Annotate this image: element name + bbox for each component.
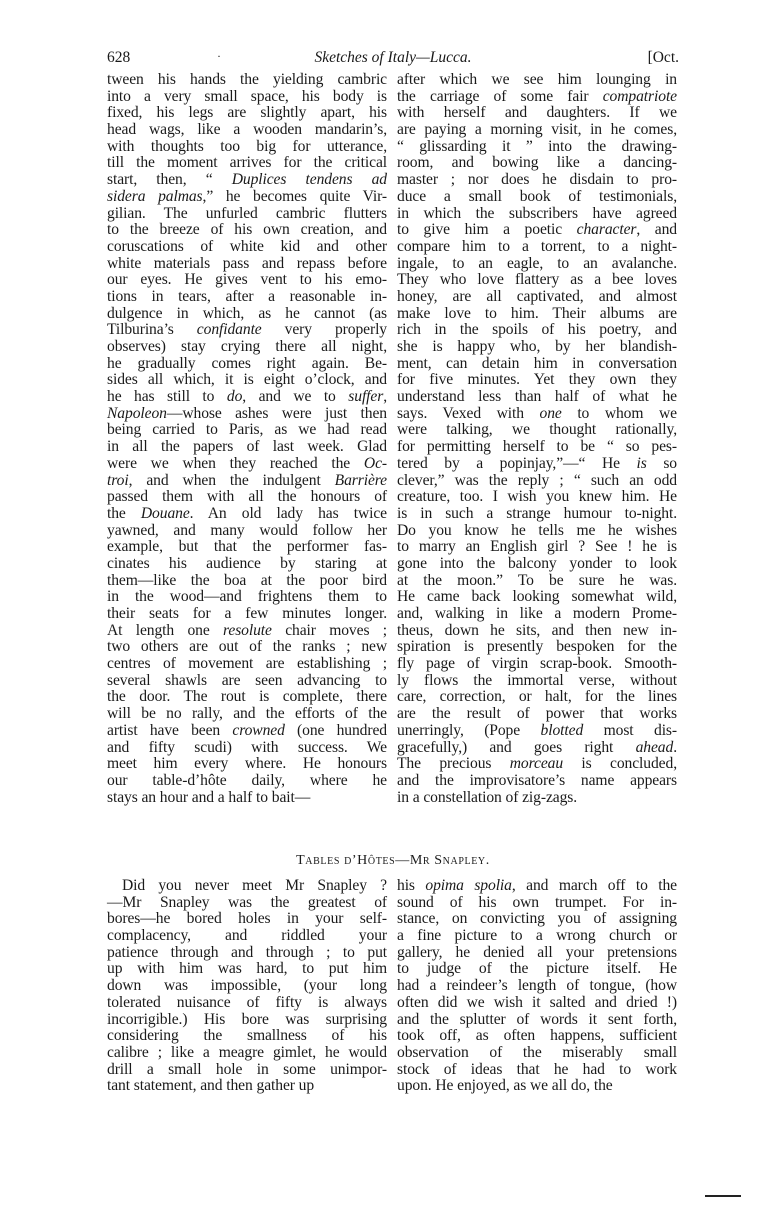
- text-line: care, correction, or halt, for the lines: [397, 688, 677, 706]
- text-line: their seats for a few minutes longer.: [107, 605, 387, 622]
- text-line: clever,” was the reply ; “ such an odd: [397, 471, 677, 489]
- text-line: several shawls are seen advancing to: [107, 671, 387, 689]
- text-line: to judge of the picture itself. He: [397, 960, 677, 978]
- text-line: fixed, his legs are slightly apart, his: [107, 104, 387, 122]
- text-line: down was impossible, (your long: [107, 977, 387, 995]
- text-line: is in such a strange humour to-night.: [397, 504, 677, 522]
- text-line: up with him was hard, to put him: [107, 960, 387, 978]
- text-line: The precious morceau is concluded,: [397, 755, 677, 773]
- text-line: a fine picture to a wrong church or: [397, 927, 677, 945]
- text-line: with thoughts too big for utterance,: [107, 137, 387, 155]
- text-line: are paying a morning visit, in he comes,: [397, 121, 677, 139]
- text-line: unerringly, (Pope blotted most dis-: [397, 721, 677, 739]
- text-line: sides all which, it is eight o’clock, and: [107, 371, 387, 389]
- text-line: —Mr Snapley was the greatest of: [107, 893, 387, 911]
- text-line: Did you never meet Mr Snapley ?: [122, 877, 387, 894]
- section2-left-column: [107, 878, 387, 1095]
- text-line: upon. He enjoyed, as we all do, the: [397, 1077, 613, 1095]
- text-line: for five minutes. Yet they own they: [397, 371, 677, 389]
- section1-left-column: [107, 72, 387, 806]
- section-heading: Tables d’Hôtes—Mr Snapley.: [296, 853, 490, 868]
- footer-rule: [705, 1195, 741, 1197]
- text-line: tions in tears, after a reasonable in-: [107, 287, 387, 305]
- text-line: says. Vexed with one to whom we: [397, 404, 677, 422]
- text-line: observes) stay crying there all night,: [107, 338, 387, 355]
- text-line: in which the subscribers have agreed: [397, 204, 677, 222]
- text-line: room, and bowing like a dancing-: [397, 154, 677, 172]
- text-line: and, walking in like a modern Prome-: [397, 605, 677, 622]
- text-line: head wags, like a wooden mandarin’s,: [107, 121, 387, 139]
- text-line: honey, are all captivated, and almost: [397, 287, 677, 305]
- text-line: Napoleon—whose ashes were just then: [107, 404, 387, 422]
- text-line: he has still to do, and we to suffer,: [107, 388, 388, 406]
- running-header: [107, 48, 679, 68]
- text-line: calibre ; like a meagre gimlet, he would: [107, 1043, 387, 1061]
- text-line: fly page of virgin scrap-book. Smooth-: [397, 655, 677, 673]
- text-line: to marry an English girl ? See ! he is: [397, 538, 677, 556]
- text-line: make love to him. Their albums are: [397, 304, 677, 322]
- running-title: Sketches of Italy—Lucca.: [314, 49, 472, 66]
- text-line: gone into the balcony yonder to look: [397, 554, 677, 572]
- text-line: start, then, “ Duplices tendens ad: [107, 171, 388, 189]
- text-line: gallery, he denied all your pretensions: [397, 943, 677, 961]
- text-line: example, but that the performer fas-: [107, 538, 387, 556]
- text-line: in the wood—and frightens them to: [107, 588, 387, 606]
- text-line: ment, can detain him in conversation: [397, 354, 677, 372]
- text-line: being carried to Paris, as we had read: [107, 421, 387, 439]
- text-line: sidera palmas,” he becomes quite Vir-: [107, 187, 387, 205]
- text-line: in all the papers of last week. Glad: [107, 438, 387, 456]
- text-line: our eyes. He gives vent to his emo-: [107, 271, 387, 289]
- text-line: to give him a poetic character, and: [397, 221, 678, 239]
- text-line: stays an hour and a half to bait—: [107, 788, 311, 806]
- issue-month: [Oct.: [647, 49, 679, 66]
- text-line: and the splutter of words it sent forth,: [397, 1010, 677, 1028]
- text-line: tween his hands the yielding cambric: [107, 71, 387, 88]
- text-line: tered by a popinjay,”—“ He is so: [397, 454, 677, 472]
- text-line: them—like the boa at the poor bird: [107, 571, 387, 589]
- text-line: till the moment arrives for the critical: [107, 154, 387, 172]
- text-line: his opima spolia, and march off to the: [397, 877, 677, 894]
- text-line: incorrigible.) His bore was surprising: [107, 1010, 387, 1028]
- text-line: in a constellation of zig-zags.: [397, 788, 578, 806]
- text-line: were talking, we thought rationally,: [397, 421, 677, 439]
- text-line: took off, as often happens, sufficient: [397, 1027, 677, 1045]
- text-line: dulgence in which, as he cannot (as: [107, 304, 387, 322]
- text-line: are the result of power that works: [397, 705, 677, 723]
- text-line: passed them with all the honours of: [107, 488, 387, 506]
- text-line: ly flows the immortal verse, without: [397, 671, 677, 689]
- header-separator: ·: [217, 49, 221, 63]
- text-line: and the improvisatore’s name appears: [397, 771, 677, 789]
- text-line: Tilburina’s confidante very properly: [107, 321, 387, 339]
- text-line: will be no rally, and the efforts of the: [107, 705, 387, 723]
- text-line: ingale, to an eagle, to an avalanche.: [397, 254, 677, 272]
- text-line: centres of movement are establishing ;: [107, 655, 387, 673]
- text-line: tolerated nuisance of fifty is always: [107, 993, 387, 1011]
- text-line: He came back looking somewhat wild,: [397, 588, 677, 606]
- text-line: bores—he bored holes in your self-: [107, 910, 387, 928]
- text-line: rich in the spoils of his poetry, and: [397, 321, 677, 339]
- text-line: she is happy who, by her blandish-: [397, 338, 677, 355]
- text-line: tant statement, and then gather up: [107, 1077, 315, 1095]
- text-line: meet him every where. He honours: [107, 755, 387, 773]
- text-line: stock of ideas that he had to work: [397, 1060, 677, 1078]
- text-line: yawned, and many would follow her: [107, 521, 387, 539]
- text-line: creature, too. I wish you knew him. He: [397, 488, 677, 506]
- text-line: after which we see him lounging in: [397, 71, 677, 88]
- text-line: considering the smallness of his: [107, 1027, 387, 1045]
- text-line: understand less than half of what he: [397, 388, 677, 406]
- text-line: coruscations of white kid and other: [107, 237, 387, 255]
- text-line: They who love flattery as a bee loves: [397, 271, 677, 289]
- text-line: our table-d’hôte daily, where he: [107, 771, 387, 789]
- text-line: white materials pass and repass before: [107, 254, 387, 272]
- text-line: complacency, and riddled your: [107, 927, 387, 945]
- text-line: stance, on convicting you of assigning: [397, 910, 677, 928]
- section2-right-column: [397, 878, 677, 1095]
- page-number: 628: [107, 49, 131, 66]
- text-line: the carriage of some fair compatriote: [397, 87, 677, 105]
- text-line: he gradually comes right again. Be-: [107, 354, 387, 372]
- text-line: often did we wish it salted and dried !): [397, 993, 677, 1011]
- text-line: artist have been crowned (one hundred: [107, 721, 387, 739]
- text-line: into a very small space, his body is: [107, 87, 387, 105]
- section1-right-column: [397, 72, 677, 806]
- text-line: gilian. The unfurled cambric flutters: [107, 204, 387, 222]
- text-line: master ; nor does he disdain to pro-: [397, 171, 677, 189]
- text-line: were we when they reached the Oc-: [107, 454, 387, 472]
- text-line: two others are out of the ranks ; new: [107, 638, 387, 656]
- text-line: troi, and when the indulgent Barrière: [107, 471, 387, 489]
- text-line: and fifty scudi) with success. We: [107, 738, 387, 756]
- text-line: with herself and daughters. If we: [397, 104, 677, 122]
- text-line: the Douane. An old lady has twice: [107, 504, 387, 522]
- text-line: for permitting herself to be “ so pes-: [397, 438, 677, 456]
- text-line: had a reindeer’s length of tongue, (how: [397, 977, 677, 995]
- text-line: to the breeze of his own creation, and: [107, 221, 387, 239]
- text-line: At length one resolute chair moves ;: [107, 621, 387, 639]
- text-line: the door. The rout is complete, there: [107, 688, 387, 706]
- text-line: gracefully,) and goes right ahead.: [397, 738, 677, 756]
- text-line: theus, down he sits, and then new in-: [397, 621, 677, 639]
- text-line: duce a small book of testimonials,: [397, 187, 677, 205]
- text-line: cinates his audience by staring at: [107, 554, 387, 572]
- text-line: patience through and through ; to put: [107, 943, 387, 961]
- text-line: “ glissarding it ” into the drawing-: [397, 137, 677, 155]
- text-line: drill a small hole in some unimpor-: [107, 1060, 387, 1078]
- text-line: observation of the miserably small: [397, 1043, 677, 1061]
- text-line: compare him to a torrent, to a night-: [397, 237, 677, 255]
- text-line: at the moon.” To be sure he was.: [397, 571, 677, 589]
- text-line: sound of his own trumpet. For in-: [397, 893, 677, 911]
- text-line: spiration is presently bespoken for the: [397, 638, 677, 656]
- text-line: Do you know he tells me he wishes: [397, 521, 677, 539]
